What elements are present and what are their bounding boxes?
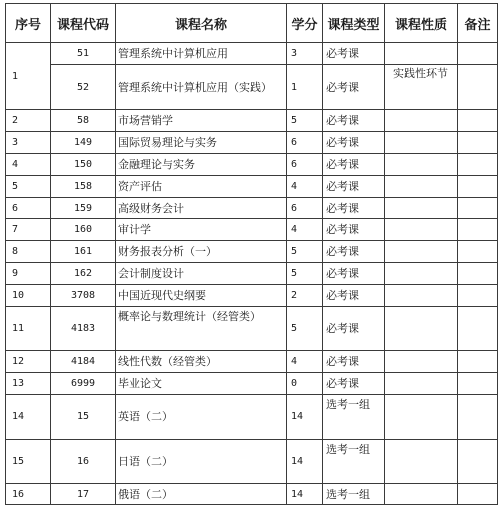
table-row xyxy=(6,64,498,110)
cell-note xyxy=(458,394,498,439)
header-type: 课程类型 xyxy=(323,4,385,43)
cell-code: 149 xyxy=(51,132,116,154)
header-code: 课程代码 xyxy=(51,4,116,43)
cell-credit: 6 xyxy=(287,132,323,154)
cell-name: 中国近现代史纲要 xyxy=(116,284,287,306)
cell-name: 会计制度设计 xyxy=(116,263,287,285)
cell-code: 58 xyxy=(51,110,116,132)
cell-name: 管理系统中计算机应用 xyxy=(116,43,287,65)
cell-code: 3708 xyxy=(51,284,116,306)
cell-name: 管理系统中计算机应用（实践） xyxy=(116,64,287,110)
cell-no: 14 xyxy=(6,394,51,439)
cell-no: 12 xyxy=(6,351,51,373)
table-row xyxy=(6,351,498,373)
cell-nature xyxy=(385,241,458,263)
cell-type: 选考一组 xyxy=(323,439,385,484)
cell-nature xyxy=(385,439,458,484)
cell-note xyxy=(458,110,498,132)
cell-no: 7 xyxy=(6,219,51,241)
table-row xyxy=(6,241,498,263)
table-row xyxy=(6,263,498,285)
table-header xyxy=(6,4,498,43)
cell-name: 日语（二） xyxy=(116,439,287,484)
cell-name: 财务报表分析（一） xyxy=(116,241,287,263)
cell-name: 俄语（二） xyxy=(116,484,287,505)
cell-credit: 5 xyxy=(287,263,323,285)
header-note: 备注 xyxy=(458,4,498,43)
cell-credit: 6 xyxy=(287,197,323,219)
cell-code: 6999 xyxy=(51,373,116,395)
cell-note xyxy=(458,484,498,505)
cell-code: 15 xyxy=(51,394,116,439)
cell-nature xyxy=(385,43,458,65)
cell-nature: 实践性环节 xyxy=(385,64,458,110)
table-row xyxy=(6,394,498,439)
header-nature: 课程性质 xyxy=(385,4,458,43)
cell-no: 11 xyxy=(6,306,51,351)
cell-type: 必考课 xyxy=(323,175,385,197)
cell-code: 160 xyxy=(51,219,116,241)
cell-credit: 5 xyxy=(287,241,323,263)
cell-no: 8 xyxy=(6,241,51,263)
cell-credit: 3 xyxy=(287,43,323,65)
cell-nature xyxy=(385,154,458,176)
cell-type: 选考一组 xyxy=(323,484,385,505)
cell-type: 必考课 xyxy=(323,284,385,306)
cell-no: 13 xyxy=(6,373,51,395)
cell-code: 159 xyxy=(51,197,116,219)
cell-code: 161 xyxy=(51,241,116,263)
table-row xyxy=(6,43,498,65)
cell-type: 必考课 xyxy=(323,110,385,132)
cell-code: 16 xyxy=(51,439,116,484)
cell-nature xyxy=(385,219,458,241)
cell-code: 51 xyxy=(51,43,116,65)
cell-note xyxy=(458,132,498,154)
cell-note xyxy=(458,219,498,241)
cell-code: 4184 xyxy=(51,351,116,373)
table-row xyxy=(6,219,498,241)
cell-type: 必考课 xyxy=(323,64,385,110)
cell-credit: 5 xyxy=(287,306,323,351)
cell-note xyxy=(458,175,498,197)
cell-credit: 2 xyxy=(287,284,323,306)
cell-nature xyxy=(385,197,458,219)
cell-type: 必考课 xyxy=(323,373,385,395)
table-body xyxy=(6,43,498,505)
cell-name: 概率论与数理统计（经管类） xyxy=(116,306,287,351)
table-row xyxy=(6,154,498,176)
cell-type: 必考课 xyxy=(323,43,385,65)
cell-no: 6 xyxy=(6,197,51,219)
cell-credit: 14 xyxy=(287,439,323,484)
cell-type: 选考一组 xyxy=(323,394,385,439)
cell-credit: 5 xyxy=(287,110,323,132)
cell-note xyxy=(458,263,498,285)
table-row xyxy=(6,132,498,154)
cell-no: 16 xyxy=(6,484,51,505)
cell-name: 资产评估 xyxy=(116,175,287,197)
cell-type: 必考课 xyxy=(323,351,385,373)
cell-credit: 14 xyxy=(287,484,323,505)
cell-code: 17 xyxy=(51,484,116,505)
cell-name: 线性代数（经管类） xyxy=(116,351,287,373)
cell-no: 15 xyxy=(6,439,51,484)
cell-code: 52 xyxy=(51,64,116,110)
cell-type: 必考课 xyxy=(323,263,385,285)
header-no: 序号 xyxy=(6,4,51,43)
table-row xyxy=(6,175,498,197)
table-row xyxy=(6,284,498,306)
cell-no: 9 xyxy=(6,263,51,285)
cell-note xyxy=(458,64,498,110)
cell-note xyxy=(458,284,498,306)
cell-credit: 4 xyxy=(287,351,323,373)
cell-nature xyxy=(385,351,458,373)
cell-note xyxy=(458,241,498,263)
cell-nature xyxy=(385,263,458,285)
cell-no: 10 xyxy=(6,284,51,306)
cell-credit: 4 xyxy=(287,219,323,241)
cell-credit: 1 xyxy=(287,64,323,110)
cell-no: 2 xyxy=(6,110,51,132)
cell-name: 高级财务会计 xyxy=(116,197,287,219)
cell-nature xyxy=(385,175,458,197)
cell-note xyxy=(458,197,498,219)
cell-name: 毕业论文 xyxy=(116,373,287,395)
cell-no: 4 xyxy=(6,154,51,176)
cell-credit: 14 xyxy=(287,394,323,439)
header-name: 课程名称 xyxy=(116,4,287,43)
cell-note xyxy=(458,154,498,176)
cell-nature xyxy=(385,373,458,395)
cell-credit: 4 xyxy=(287,175,323,197)
cell-type: 必考课 xyxy=(323,241,385,263)
cell-name: 英语（二） xyxy=(116,394,287,439)
cell-credit: 0 xyxy=(287,373,323,395)
cell-nature xyxy=(385,394,458,439)
cell-no: 5 xyxy=(6,175,51,197)
cell-nature xyxy=(385,110,458,132)
cell-name: 国际贸易理论与实务 xyxy=(116,132,287,154)
cell-nature xyxy=(385,484,458,505)
cell-type: 必考课 xyxy=(323,197,385,219)
cell-credit: 6 xyxy=(287,154,323,176)
cell-code: 150 xyxy=(51,154,116,176)
cell-note xyxy=(458,43,498,65)
cell-type: 必考课 xyxy=(323,306,385,351)
cell-name: 市场营销学 xyxy=(116,110,287,132)
cell-nature xyxy=(385,306,458,351)
table-row xyxy=(6,197,498,219)
cell-type: 必考课 xyxy=(323,219,385,241)
cell-type: 必考课 xyxy=(323,132,385,154)
table-row xyxy=(6,439,498,484)
table-row xyxy=(6,306,498,351)
table-row xyxy=(6,110,498,132)
cell-code: 162 xyxy=(51,263,116,285)
course-table xyxy=(5,3,498,505)
cell-no: 3 xyxy=(6,132,51,154)
cell-note xyxy=(458,351,498,373)
table-row xyxy=(6,484,498,505)
cell-note xyxy=(458,306,498,351)
cell-no: 1 xyxy=(6,43,51,110)
cell-code: 4183 xyxy=(51,306,116,351)
cell-type: 必考课 xyxy=(323,154,385,176)
cell-note xyxy=(458,373,498,395)
cell-code: 158 xyxy=(51,175,116,197)
header-credit: 学分 xyxy=(287,4,323,43)
cell-name: 审计学 xyxy=(116,219,287,241)
table-row xyxy=(6,373,498,395)
cell-nature xyxy=(385,132,458,154)
cell-note xyxy=(458,439,498,484)
cell-name: 金融理论与实务 xyxy=(116,154,287,176)
cell-nature xyxy=(385,284,458,306)
